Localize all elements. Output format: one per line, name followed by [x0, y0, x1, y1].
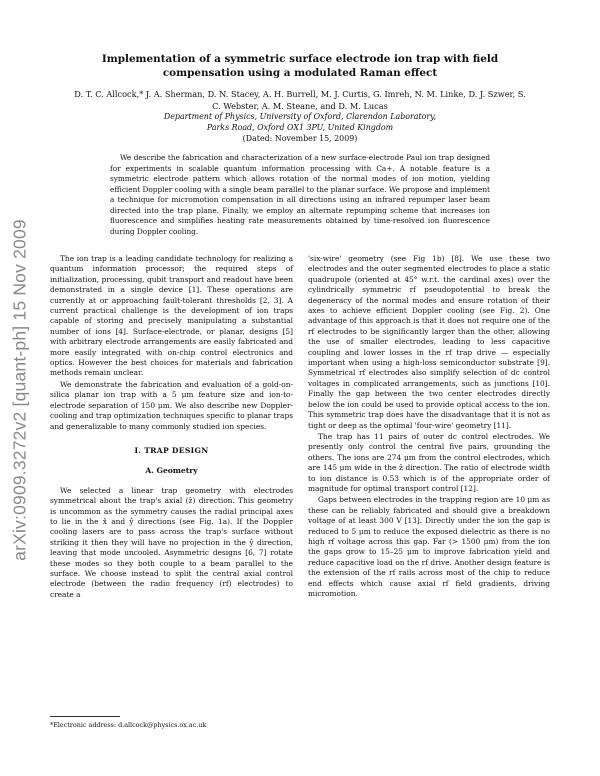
geometry-paragraph-1: We selected a linear trap geometry with electrodes symmetrical about the trap's axial (ẑ) direction. This geometry is uncommon as the symmetry causes the radial principal axes to lie in the x̂ and ŷ directions (see Fig. 1a). If the Doppler cooling lasers are to pass across the trap's surface without striking it then they will have no projection in the ŷ direction, leaving that mode uncooled. Asymmetric designs [6, 7] rotate these modes so they both couple to a beam parallel to the surface. We choose instead to split the central axial control electrode (between the radio frequency (rf) electrodes) to create a: [50, 485, 293, 599]
intro-paragraph-1: The ion trap is a leading candidate technology for realizing a quantum information processor; the required steps of initialization, processing, qubit transport and readout have been demonstrated in a single device [1]. These operations are currently at or approaching fault-tolerant thresholds [2, 3]. A current practical challenge is the development of ion traps capable of storing and precisely manipulating a substantial number of ions [4]. Surface-electrode, or planar, designs [5] with arbitrary electrode arrangements are easily fabricated and more easily integrated with on-chip control electronics and optics. However the best choices for materials and fabrication methods remain unclear.: [50, 254, 293, 378]
dated-line: (Dated: November 15, 2009): [242, 134, 358, 143]
affiliation-line-2: Parks Road, Oxford OX1 3PU, United Kingdom: [206, 122, 394, 132]
affiliation-line-1: Department of Physics, University of Oxford, Clarendon Laboratory,: [163, 112, 437, 121]
geometry-paragraph-2: The trap has 11 pairs of outer dc control electrodes. We presently only control the central five pairs, grounding the others. The ions are 274 μm from the control electrodes, which are 145 μm wide in the ẑ direction. The ratio of electrode width to ion distance is 0.53 which is of the appropriate order of magnitude for optimal transport control [12].: [308, 431, 550, 493]
footnote: *Electronic address: d.allcock@physics.ox.ac.uk: [50, 721, 207, 729]
abstract: We describe the fabrication and characterization of a new surface-electrode Paul ion trap designed for experiments in scalable quantum information processing with Ca+. A notable feature is a symmetric electrode pattern which allows rotation of the normal modes of ion motion, yielding efficient Doppler cooling with a single beam parallel to the planar surface. We propose and implement a technique for micromotion compensation in all directions using an infrared repumper laser beam directed into the trap plane. Finally, we employ an alternate repumping scheme that increases ion fluorescence and simplifies heating rate measurements obtained by time-resolved ion fluorescence during Doppler cooling.: [110, 153, 490, 236]
affiliation: [70, 112, 530, 133]
intro-paragraph-2: We demonstrate the fabrication and evaluation of a gold-on-silica planar ion trap with a 5 μm feature size and ion-to-electrode separation of 150 μm. We also describe new Doppler-cooling and trap optimization techniques specific to planar traps and generalizable to many commonly studied ion species.: [50, 379, 293, 431]
geometry-paragraph-3: Gaps between electrodes in the trapping region are 10 μm as these can be reliably fabricated and should give a breakdown voltage of at least 300 V [13]. Directly under the ion the gap is reduced to 5 μm to reduce the exposed dielectric as there is no high rf voltage across this gap. Far (> 1500 μm) from the ion the gaps grow to 15–25 μm to improve fabrication yield and reduce capacitive load on the rf drive. Another design feature is the extension of the rf rails across most of the chip to reduce end effects which cause axial rf field gradients, driving micromotion.: [308, 495, 550, 598]
arxiv-sidebar-stamp: [0, 200, 50, 580]
section-heading: I. TRAP DESIGN: [134, 445, 209, 455]
author-list: D. T. C. Allcock,* J. A. Sherman, D. N. Stacey, A. H. Burrell, M. J. Curtis, G. Imreh, N. M. Linke, D. J. Szwer, S. C. Webster, A. M. Steane, and D. M. Lucas: [74, 89, 526, 112]
right-column: [308, 254, 550, 599]
footnote-rule: [50, 716, 120, 717]
geometry-paragraph-continued: 'six-wire' geometry (see Fig 1b) [8]. We use these two electrodes and the outer segmented electrodes to place a static quadrupole (oriented at 45° w.r.t. the cardinal axes) over the cylindrically symmetric rf pseudopotential to break the degeneracy of the normal modes and ensure rotation of their axes to achieve efficient Doppler cooling (see Fig. 2). One advantage of this approach is that it does not require one of the rf electrodes to be significantly larger than the other, allowing the use of smaller electrodes, leading to less capacitive coupling and lower losses in the rf trap drive — especially important when using a high-loss semiconductor substrate [9]. Symmetrical rf electrodes also simplify selection of dc control voltages in complicated arrangements, such as junctions [10]. Finally the gap between the two center electrodes directly below the ion could be used to provide optical access to the ion. This symmetric trap does have the disadvantage that it is not as tight or deep as the optimal 'four-wire' geometry [11].: [308, 254, 550, 430]
arxiv-identifier: arXiv:0909.3272v2 [quant-ph] 15 Nov 2009: [9, 219, 30, 561]
subsection-heading: A. Geometry: [145, 466, 198, 476]
paper-title: Implementation of a symmetric surface electrode ion trap with field compensation using a modulated Raman effect: [101, 53, 499, 79]
left-column: [50, 254, 293, 600]
